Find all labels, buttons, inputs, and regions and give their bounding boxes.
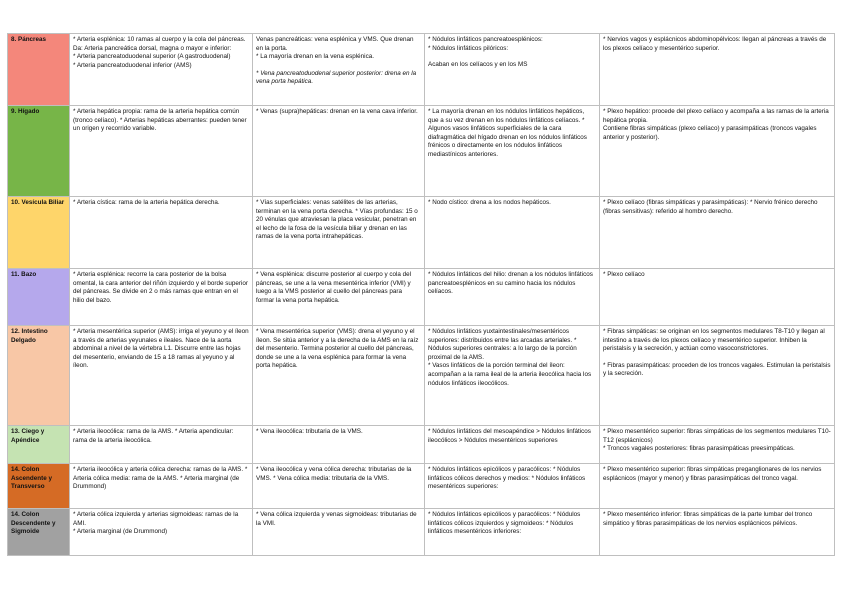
veins-cell: Venas pancreáticas: vena esplénica y VMS. Que drenan en la porta. * La mayoría drenan en la vena esplénica. * Vena pancreatoduodenal superior posterior: drena en la vena porta hepática.	[253, 34, 425, 106]
table-row	[8, 197, 835, 269]
lymph-cell: * Nódulos linfáticos del mesoapéndice > Nódulos linfáticos ileocólicos > Nódulos mesentéricos superiores	[425, 426, 600, 464]
veins-cell: * Vena cólica izquierda y venas sigmoideas: tributarias de la VMI.	[253, 509, 425, 556]
lymph-cell: * La mayoría drenan en los nódulos linfáticos hepáticos, que a su vez drenan en los nódulos linfáticos celíacos. * Algunos vasos linfáticos superficiales de la cara diafragmática del hígado drenan en los nódulos linfáticos frénicos o directamente en los nódulos linfáticos mediastínicos anteriores.	[425, 106, 600, 197]
nerves-cell: * Plexo mesentérico inferior: fibras simpáticas de la parte lumbar del tronco simpático y fibras parasimpáticas de los nervios esplácnicos pélvicos.	[600, 509, 835, 556]
organ-cell: 13. Ciego y Apéndice	[8, 426, 70, 464]
veins-cell: * Vena ileocólica: tributaria de la VMS.	[253, 426, 425, 464]
veins-cell: * Vena esplénica: discurre posterior al cuerpo y cola del páncreas, se une a la vena mesentérica inferior (VMI) y luego a la VMS posterior al cuello del páncreas para formar la vena porta hepática.	[253, 269, 425, 326]
veins-cell: * Vena ileocólica y vena cólica derecha: tributarias de la VMS. * Vena cólica media: tributaria de la VMS.	[253, 464, 425, 509]
nerves-cell: * Plexo hepático: procede del plexo celíaco y acompaña a las ramas de la arteria hepática propia. Contiene fibras simpáticas (plexo celíaco) y parasimpáticas (troncos vagales anterior y posterior).	[600, 106, 835, 197]
organ-cell: 14. Colon Ascendente y Transverso	[8, 464, 70, 509]
nerves-cell: * Plexo mesentérico superior: fibras simpáticas preganglionares de los nervios esplácnicos (mayor y menor) y fibras parasimpáticas del tronco vagal.	[600, 464, 835, 509]
arteries-cell: * Arteria esplénica: recorre la cara posterior de la bolsa omental, la cara anterior del riñón izquierdo y el borde superior del páncreas. Se divide en 2 o más ramas que entran en el hilio del bazo.	[70, 269, 253, 326]
table-row	[8, 326, 835, 426]
veins-cell: * Venas (supra)hepáticas: drenan en la vena cava inferior.	[253, 106, 425, 197]
table-row	[8, 269, 835, 326]
nerves-cell: * Plexo celíaco (fibras simpáticas y parasimpáticas): * Nervio frénico derecho (fibras sensitivas): referido al hombro derecho.	[600, 197, 835, 269]
lymph-cell: * Nódulos linfáticos del hilio: drenan a los nódulos linfáticos pancreatoesplénicos en su camino hacia los nódulos celíacos.	[425, 269, 600, 326]
arteries-cell: * Arteria esplénica: 10 ramas al cuerpo y la cola del páncreas. Da: Arteria pancreática dorsal, magna o mayor e inferior: * Arteria pancreatoduodenal superior (A gastroduodenal) * Arteria pancreatoduodenal inferior (AMS)	[70, 34, 253, 106]
table-row	[8, 34, 835, 106]
veins-cell: * Vena mesentérica superior (VMS): drena el yeyuno y el íleon. Se sitúa anterior y a la derecha de la AMS en la raíz del mesenterio. Termina posterior al cuello del páncreas, donde se une a la vena esplénica para formar la vena porta hepática.	[253, 326, 425, 426]
arteries-cell: * Arteria mesentérica superior (AMS): irriga el yeyuno y el íleon a través de arterias yeyunales e ileales. Nace de la aorta abdominal a nivel de la vértebra L1. Discurre entre las hojas del mesenterio, enviando de 15 a 18 ramas al yeyuno y al íleon.	[70, 326, 253, 426]
lymph-cell: * Nódulos linfáticos epicólicos y paracólicos: * Nódulos linfáticos cólicos izquierdos y sigmoideos: * Nódulos linfáticos mesentéricos inferiores:	[425, 509, 600, 556]
organ-cell: 14. Colon Descendente y Sigmoide	[8, 509, 70, 556]
organ-cell: 8. Páncreas	[8, 34, 70, 106]
nerves-cell: * Plexo celíaco	[600, 269, 835, 326]
nerves-cell: * Nervios vagos y esplácnicos abdominopélvicos: llegan al páncreas a través de los plexos celíaco y mesentérico superior.	[600, 34, 835, 106]
table-row	[8, 509, 835, 556]
veins-cell: * Vías superficiales: venas satélites de las arterias, terminan en la vena porta derecha. * Vías profundas: 15 o 20 vénulas que atraviesan la placa vesicular, penetran en el lecho de la fosa de la vesícula biliar y drenan en las ramas de la vena porta intrahepáticas.	[253, 197, 425, 269]
organ-cell: 12. Intestino Delgado	[8, 326, 70, 426]
arteries-cell: * Arteria hepática propia: rama de la arteria hepática común (tronco celíaco). * Arterias hepáticas aberrantes: pueden tener un origen y recorrido variable.	[70, 106, 253, 197]
organ-cell: 11. Bazo	[8, 269, 70, 326]
arteries-cell: * Arteria cística: rama de la arteria hepática derecha.	[70, 197, 253, 269]
arteries-cell: * Arteria ileocólica y arteria cólica derecha: ramas de la AMS. * Arteria cólica media: rama de la AMS. * Arteria marginal (de Drummond)	[70, 464, 253, 509]
lymph-cell: * Nódulos linfáticos epicólicos y paracólicos: * Nódulos linfáticos cólicos derechos y medios: * Nódulos linfáticos mesentéricos superiores:	[425, 464, 600, 509]
lymph-cell: * Nódulos linfáticos pancreatoesplénicos: * Nódulos linfáticos pilóricos: Acaban en los celíacos y en los MS	[425, 34, 600, 106]
nerves-cell: * Fibras simpáticas: se originan en los segmentos medulares T8-T10 y llegan al intestino a través de los plexos celíaco y mesentérico superior. Inhiben la peristalsis y la secreción, y actúan como vasoconstrictores. * Fibras parasimpáticas: proceden de los troncos vagales. Estimulan la peristalsis y la secreción.	[600, 326, 835, 426]
arteries-cell: * Arteria cólica izquierda y arterias sigmoideas: ramas de la AMI. * Arteria marginal (de Drummond)	[70, 509, 253, 556]
lymph-cell: * Nodo cístico: drena a los nodos hepáticos.	[425, 197, 600, 269]
lymph-cell: * Nódulos linfáticos yuxtaintestinales/mesentéricos superiores: distribuidos entre las arcadas arteriales. * Nódulos superiores centrales: a lo largo de la porción proximal de la AMS. * Vasos linfáticos de la porción terminal del íleon: acompañan a la rama ileal de la arteria ileocólica hacia los nódulos linfáticos ileocólicos.	[425, 326, 600, 426]
organ-cell: 9. Hígado	[8, 106, 70, 197]
table-row	[8, 426, 835, 464]
arteries-cell: * Arteria ileocólica: rama de la AMS. * Arteria apendicular: rama de la arteria ileocólica.	[70, 426, 253, 464]
table-row	[8, 106, 835, 197]
organ-cell: 10. Vesícula Biliar	[8, 197, 70, 269]
nerves-cell: * Plexo mesentérico superior: fibras simpáticas de los segmentos medulares T10-T12 (esplácnicos) * Troncos vagales posteriores: fibras parasimpáticas preesimpáticas.	[600, 426, 835, 464]
anatomy-table	[7, 33, 835, 556]
table-row	[8, 464, 835, 509]
